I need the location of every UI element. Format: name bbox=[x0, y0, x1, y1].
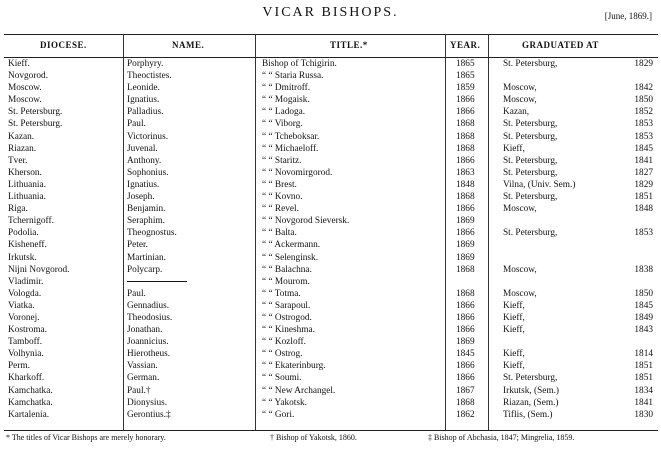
graduated-cell: St. Petersburg, bbox=[503, 192, 558, 203]
title-cell: “ “ Yakotsk. bbox=[262, 397, 307, 408]
diocese-cell: Irkutsk. bbox=[8, 252, 37, 263]
graduated-cell: St. Petersburg, bbox=[503, 119, 558, 130]
name-cell: Polycarp. bbox=[127, 264, 163, 275]
graduated-year-cell: 1852 bbox=[634, 107, 653, 118]
table-row bbox=[4, 336, 661, 348]
name-cell: Juvenal. bbox=[127, 143, 158, 154]
year-cell: 1867 bbox=[456, 385, 475, 396]
year-cell: 1862 bbox=[456, 409, 475, 420]
diocese-cell: Moscow. bbox=[8, 83, 42, 94]
graduated-cell: Riazan, (Sem.) bbox=[503, 397, 559, 408]
name-cell: Gerontius.‡ bbox=[127, 409, 171, 420]
title-cell: “ “ Totma. bbox=[262, 288, 301, 299]
graduated-year-cell bbox=[623, 70, 661, 82]
name-cell: Martinian. bbox=[127, 252, 166, 263]
name-cell bbox=[123, 276, 259, 288]
table-row bbox=[4, 348, 661, 360]
table-row bbox=[4, 409, 661, 421]
diocese-cell: Novgorod. bbox=[8, 71, 49, 82]
title-cell: “ “ Kineshma. bbox=[262, 325, 315, 336]
diocese-cell: Voronej. bbox=[8, 312, 40, 323]
name-cell: Ignatius. bbox=[127, 179, 160, 190]
name-cell: Seraphim. bbox=[127, 216, 165, 227]
graduated-year-cell: 1838 bbox=[634, 264, 653, 275]
diocese-cell: Vologda. bbox=[8, 288, 42, 299]
year-cell: 1866 bbox=[456, 312, 475, 323]
graduated-cell bbox=[498, 336, 623, 348]
graduated-year-cell: 1830 bbox=[634, 409, 653, 420]
graduated-cell: Kazan, bbox=[503, 107, 530, 118]
graduated-year-cell bbox=[623, 276, 661, 288]
name-cell: Gennadius. bbox=[127, 300, 170, 311]
diocese-cell: Kazan. bbox=[8, 131, 35, 142]
title-cell: “ “ Staritz. bbox=[262, 155, 302, 166]
graduated-year-cell: 1851 bbox=[634, 361, 653, 372]
diocese-cell: Podolia. bbox=[8, 228, 39, 239]
table-row bbox=[4, 70, 661, 82]
graduated-cell: Kieff, bbox=[503, 361, 525, 372]
year-cell: 1866 bbox=[456, 107, 475, 118]
table-row bbox=[4, 312, 661, 324]
diocese-cell: Kharkoff. bbox=[8, 373, 45, 384]
date-label: [June, 1869.] bbox=[604, 11, 652, 21]
title-cell: “ “ Ackermann. bbox=[262, 240, 321, 251]
year-cell: 1866 bbox=[456, 228, 475, 239]
name-cell: Paul. bbox=[127, 119, 146, 130]
diocese-cell: Vladimir. bbox=[8, 276, 44, 287]
header-year: YEAR. bbox=[450, 40, 481, 50]
table-row bbox=[4, 227, 661, 239]
year-cell: 1859 bbox=[456, 83, 475, 94]
table-row bbox=[4, 82, 661, 94]
graduated-year-cell: 1814 bbox=[634, 349, 653, 360]
year-cell: 1868 bbox=[456, 192, 475, 203]
graduated-cell: St. Petersburg, bbox=[503, 167, 558, 178]
table-row bbox=[4, 203, 661, 215]
header-name: NAME. bbox=[172, 40, 205, 50]
graduated-year-cell: 1829 bbox=[634, 59, 653, 69]
graduated-cell: Tiflis, (Sem.) bbox=[503, 409, 553, 420]
table-row bbox=[4, 397, 661, 409]
title-cell: “ “ Novomirgorod. bbox=[262, 167, 333, 178]
name-cell: Porphyry. bbox=[127, 59, 164, 69]
year-cell: 1866 bbox=[456, 95, 475, 106]
title-cell: “ “ Soumi. bbox=[262, 373, 302, 384]
table-row bbox=[4, 360, 661, 372]
diocese-cell: St. Petersburg. bbox=[8, 107, 63, 118]
diocese-cell: Kostroma. bbox=[8, 325, 47, 336]
table-row bbox=[4, 239, 661, 251]
title-cell: “ “ Mourom. bbox=[262, 276, 310, 287]
title-cell: “ “ Kozloff. bbox=[262, 337, 306, 348]
year-cell: 1845 bbox=[456, 349, 475, 360]
graduated-cell: Vilna, (Univ. Sem.) bbox=[503, 179, 576, 190]
graduated-cell bbox=[498, 215, 623, 227]
diocese-cell: Kartalenia. bbox=[8, 409, 50, 420]
name-cell: Jonathan. bbox=[127, 325, 163, 336]
diocese-cell: Riga. bbox=[8, 204, 28, 215]
graduated-year-cell: 1851 bbox=[634, 373, 653, 384]
name-cell: Benjamin. bbox=[127, 204, 166, 215]
graduated-year-cell: 1829 bbox=[634, 179, 653, 190]
diocese-cell: Perm. bbox=[8, 361, 30, 372]
title-cell: “ “ Balachna. bbox=[262, 264, 312, 275]
graduated-year-cell bbox=[623, 336, 661, 348]
graduated-cell: Moscow, bbox=[503, 83, 537, 94]
graduated-year-cell: 1853 bbox=[634, 119, 653, 130]
graduated-year-cell: 1850 bbox=[634, 288, 653, 299]
table-row bbox=[4, 385, 661, 397]
graduated-year-cell: 1849 bbox=[634, 312, 653, 323]
bottom-rule bbox=[4, 430, 658, 431]
year-cell: 1863 bbox=[456, 167, 475, 178]
table-row bbox=[4, 300, 661, 312]
name-cell: Palladius. bbox=[127, 107, 164, 118]
name-cell: Theognostus. bbox=[127, 228, 177, 239]
graduated-cell: Kieff, bbox=[503, 325, 525, 336]
name-cell: Anthony. bbox=[127, 155, 162, 166]
year-cell: 1869 bbox=[456, 337, 475, 348]
diocese-cell: Lithuania. bbox=[8, 192, 46, 203]
top-rule bbox=[4, 34, 658, 35]
table-row bbox=[4, 143, 661, 155]
graduated-cell bbox=[498, 70, 623, 82]
title-cell: “ “ Gori. bbox=[262, 409, 295, 420]
table-row bbox=[4, 155, 661, 167]
footnote-yakotsk: † Bishop of Yakotsk, 1860. bbox=[270, 433, 357, 442]
title-cell: “ “ Selenginsk. bbox=[262, 252, 319, 263]
title-cell: Bishop of Tchigirin. bbox=[262, 59, 337, 69]
title-cell: “ “ Ladoga. bbox=[262, 107, 306, 118]
name-cell: Hierotheus. bbox=[127, 349, 171, 360]
graduated-year-cell: 1827 bbox=[634, 167, 653, 178]
diocese-cell: Tamboff. bbox=[8, 337, 43, 348]
graduated-year-cell: 1853 bbox=[634, 131, 653, 142]
bishops-table bbox=[4, 58, 661, 421]
title-cell: “ “ Tcheboksar. bbox=[262, 131, 320, 142]
year-cell: 1869 bbox=[456, 252, 475, 263]
table-row bbox=[4, 264, 661, 276]
diocese-cell: Viatka. bbox=[8, 300, 35, 311]
name-cell: Theoctistes. bbox=[127, 71, 172, 82]
year-cell bbox=[452, 276, 498, 288]
graduated-year-cell: 1843 bbox=[634, 325, 653, 336]
title-cell: “ “ Dmitroff. bbox=[262, 83, 311, 94]
diocese-cell: Volhynia. bbox=[8, 349, 44, 360]
diocese-cell: Kherson. bbox=[8, 167, 42, 178]
title-cell: “ “ Michaeloff. bbox=[262, 143, 319, 154]
title-cell: “ “ Staria Russa. bbox=[262, 71, 324, 82]
title-cell: “ “ New Archangel. bbox=[262, 385, 336, 396]
graduated-cell: St. Petersburg, bbox=[503, 228, 558, 239]
graduated-year-cell bbox=[623, 215, 661, 227]
year-cell: 1868 bbox=[456, 288, 475, 299]
graduated-cell: St. Petersburg, bbox=[503, 59, 558, 69]
graduated-year-cell: 1851 bbox=[634, 192, 653, 203]
diocese-cell: Kieff. bbox=[8, 59, 30, 69]
table-row bbox=[4, 372, 661, 384]
name-cell: Vassian. bbox=[127, 361, 158, 372]
graduated-cell: Kieff, bbox=[503, 143, 525, 154]
graduated-cell: Moscow, bbox=[503, 288, 537, 299]
table-row bbox=[4, 252, 661, 264]
year-cell: 1866 bbox=[456, 361, 475, 372]
title-cell: “ “ Mogaisk. bbox=[262, 95, 310, 106]
diocese-cell: Tchernigoff. bbox=[8, 216, 54, 227]
year-cell: 1866 bbox=[456, 204, 475, 215]
footnote-abchasia: ‡ Bishop of Abchasia, 1847; Mingrelia, 1859. bbox=[428, 433, 575, 442]
graduated-cell: St. Petersburg, bbox=[503, 155, 558, 166]
diocese-cell: Lithuania. bbox=[8, 179, 46, 190]
graduated-year-cell: 1841 bbox=[634, 155, 653, 166]
year-cell: 1866 bbox=[456, 325, 475, 336]
year-cell: 1866 bbox=[456, 373, 475, 384]
graduated-cell bbox=[498, 252, 623, 264]
table-row bbox=[4, 167, 661, 179]
name-cell: Sophonius. bbox=[127, 167, 169, 178]
graduated-year-cell: 1853 bbox=[634, 228, 653, 239]
year-cell: 1868 bbox=[456, 397, 475, 408]
year-cell: 1866 bbox=[456, 300, 475, 311]
graduated-cell: Moscow, bbox=[503, 95, 537, 106]
year-cell: 1869 bbox=[456, 240, 475, 251]
table-row bbox=[4, 215, 661, 227]
name-cell: Ignatius. bbox=[127, 95, 160, 106]
year-cell: 1848 bbox=[456, 179, 475, 190]
graduated-year-cell: 1845 bbox=[634, 143, 653, 154]
name-cell: Paul.† bbox=[127, 385, 151, 396]
table-row bbox=[4, 179, 661, 191]
table-row bbox=[4, 118, 661, 130]
page-title: VICAR BISHOPS. bbox=[262, 5, 399, 20]
footnote-honorary: * The titles of Vicar Bishops are merely honorary. bbox=[6, 433, 166, 442]
graduated-cell: Moscow, bbox=[503, 264, 537, 275]
name-cell: Theodosius. bbox=[127, 312, 173, 323]
diocese-cell: St. Petersburg. bbox=[8, 119, 63, 130]
graduated-cell: Moscow, bbox=[503, 204, 537, 215]
graduated-year-cell: 1841 bbox=[634, 397, 653, 408]
table-row bbox=[4, 276, 661, 288]
title-cell: “ “ Viborg. bbox=[262, 119, 303, 130]
name-cell: Joseph. bbox=[127, 192, 155, 203]
diocese-cell: Tver. bbox=[8, 155, 28, 166]
name-cell: German. bbox=[127, 373, 160, 384]
table-row bbox=[4, 131, 661, 143]
title-cell: “ “ Novgorod Sieversk. bbox=[262, 216, 350, 227]
year-cell: 1869 bbox=[456, 216, 475, 227]
name-cell: Joannicius. bbox=[127, 337, 169, 348]
graduated-year-cell: 1842 bbox=[634, 83, 653, 94]
name-cell: Leonide. bbox=[127, 83, 160, 94]
year-cell: 1868 bbox=[456, 264, 475, 275]
diocese-cell: Nijni Novgorod. bbox=[8, 264, 70, 275]
diocese-cell: Moscow. bbox=[8, 95, 42, 106]
table-row bbox=[4, 288, 661, 300]
table-row bbox=[4, 191, 661, 203]
graduated-year-cell: 1845 bbox=[634, 300, 653, 311]
title-cell: “ “ Balta. bbox=[262, 228, 297, 239]
year-cell: 1868 bbox=[456, 131, 475, 142]
name-cell: Dionysius. bbox=[127, 397, 168, 408]
graduated-cell: Kieff, bbox=[503, 300, 525, 311]
title-cell: “ “ Revel. bbox=[262, 204, 299, 215]
name-cell: Paul. bbox=[127, 288, 146, 299]
header-title: TITLE.* bbox=[330, 40, 368, 50]
diocese-cell: Kamchatka. bbox=[8, 385, 53, 396]
graduated-cell: St. Petersburg, bbox=[503, 373, 558, 384]
graduated-cell: St. Petersburg, bbox=[503, 131, 558, 142]
graduated-year-cell: 1848 bbox=[634, 204, 653, 215]
graduated-year-cell bbox=[623, 239, 661, 251]
name-cell: Victorinus. bbox=[127, 131, 169, 142]
graduated-cell: Irkutsk, (Sem.) bbox=[503, 385, 560, 396]
year-cell: 1865 bbox=[456, 59, 475, 69]
title-cell: “ “ Ostrog. bbox=[262, 349, 303, 360]
graduated-cell bbox=[498, 276, 623, 288]
graduated-cell: Kieff, bbox=[503, 349, 525, 360]
diocese-cell: Kisheneff. bbox=[8, 240, 47, 251]
name-cell: Peter. bbox=[127, 240, 148, 251]
header-diocese: DIOCESE. bbox=[40, 40, 87, 50]
title-cell: “ “ Sarapoul. bbox=[262, 300, 311, 311]
graduated-cell: Kieff, bbox=[503, 312, 525, 323]
graduated-year-cell: 1850 bbox=[634, 95, 653, 106]
title-cell: “ “ Brest. bbox=[262, 179, 297, 190]
name-dash bbox=[127, 281, 187, 282]
year-cell: 1868 bbox=[456, 119, 475, 130]
table-row bbox=[4, 94, 661, 106]
title-cell: “ “ Ostrogod. bbox=[262, 312, 312, 323]
graduated-year-cell: 1834 bbox=[634, 385, 653, 396]
title-cell: “ “ Kovno. bbox=[262, 192, 303, 203]
diocese-cell: Riazan. bbox=[8, 143, 37, 154]
diocese-cell: Kamchatka. bbox=[8, 397, 53, 408]
year-cell: 1866 bbox=[456, 155, 475, 166]
table-row bbox=[4, 58, 661, 70]
table-row bbox=[4, 324, 661, 336]
table-row bbox=[4, 106, 661, 118]
graduated-year-cell bbox=[623, 252, 661, 264]
header-graduated: GRADUATED AT bbox=[522, 40, 599, 50]
title-cell: “ “ Ekaterinburg. bbox=[262, 361, 326, 372]
graduated-cell bbox=[498, 239, 623, 251]
year-cell: 1868 bbox=[456, 143, 475, 154]
year-cell: 1865 bbox=[456, 71, 475, 82]
